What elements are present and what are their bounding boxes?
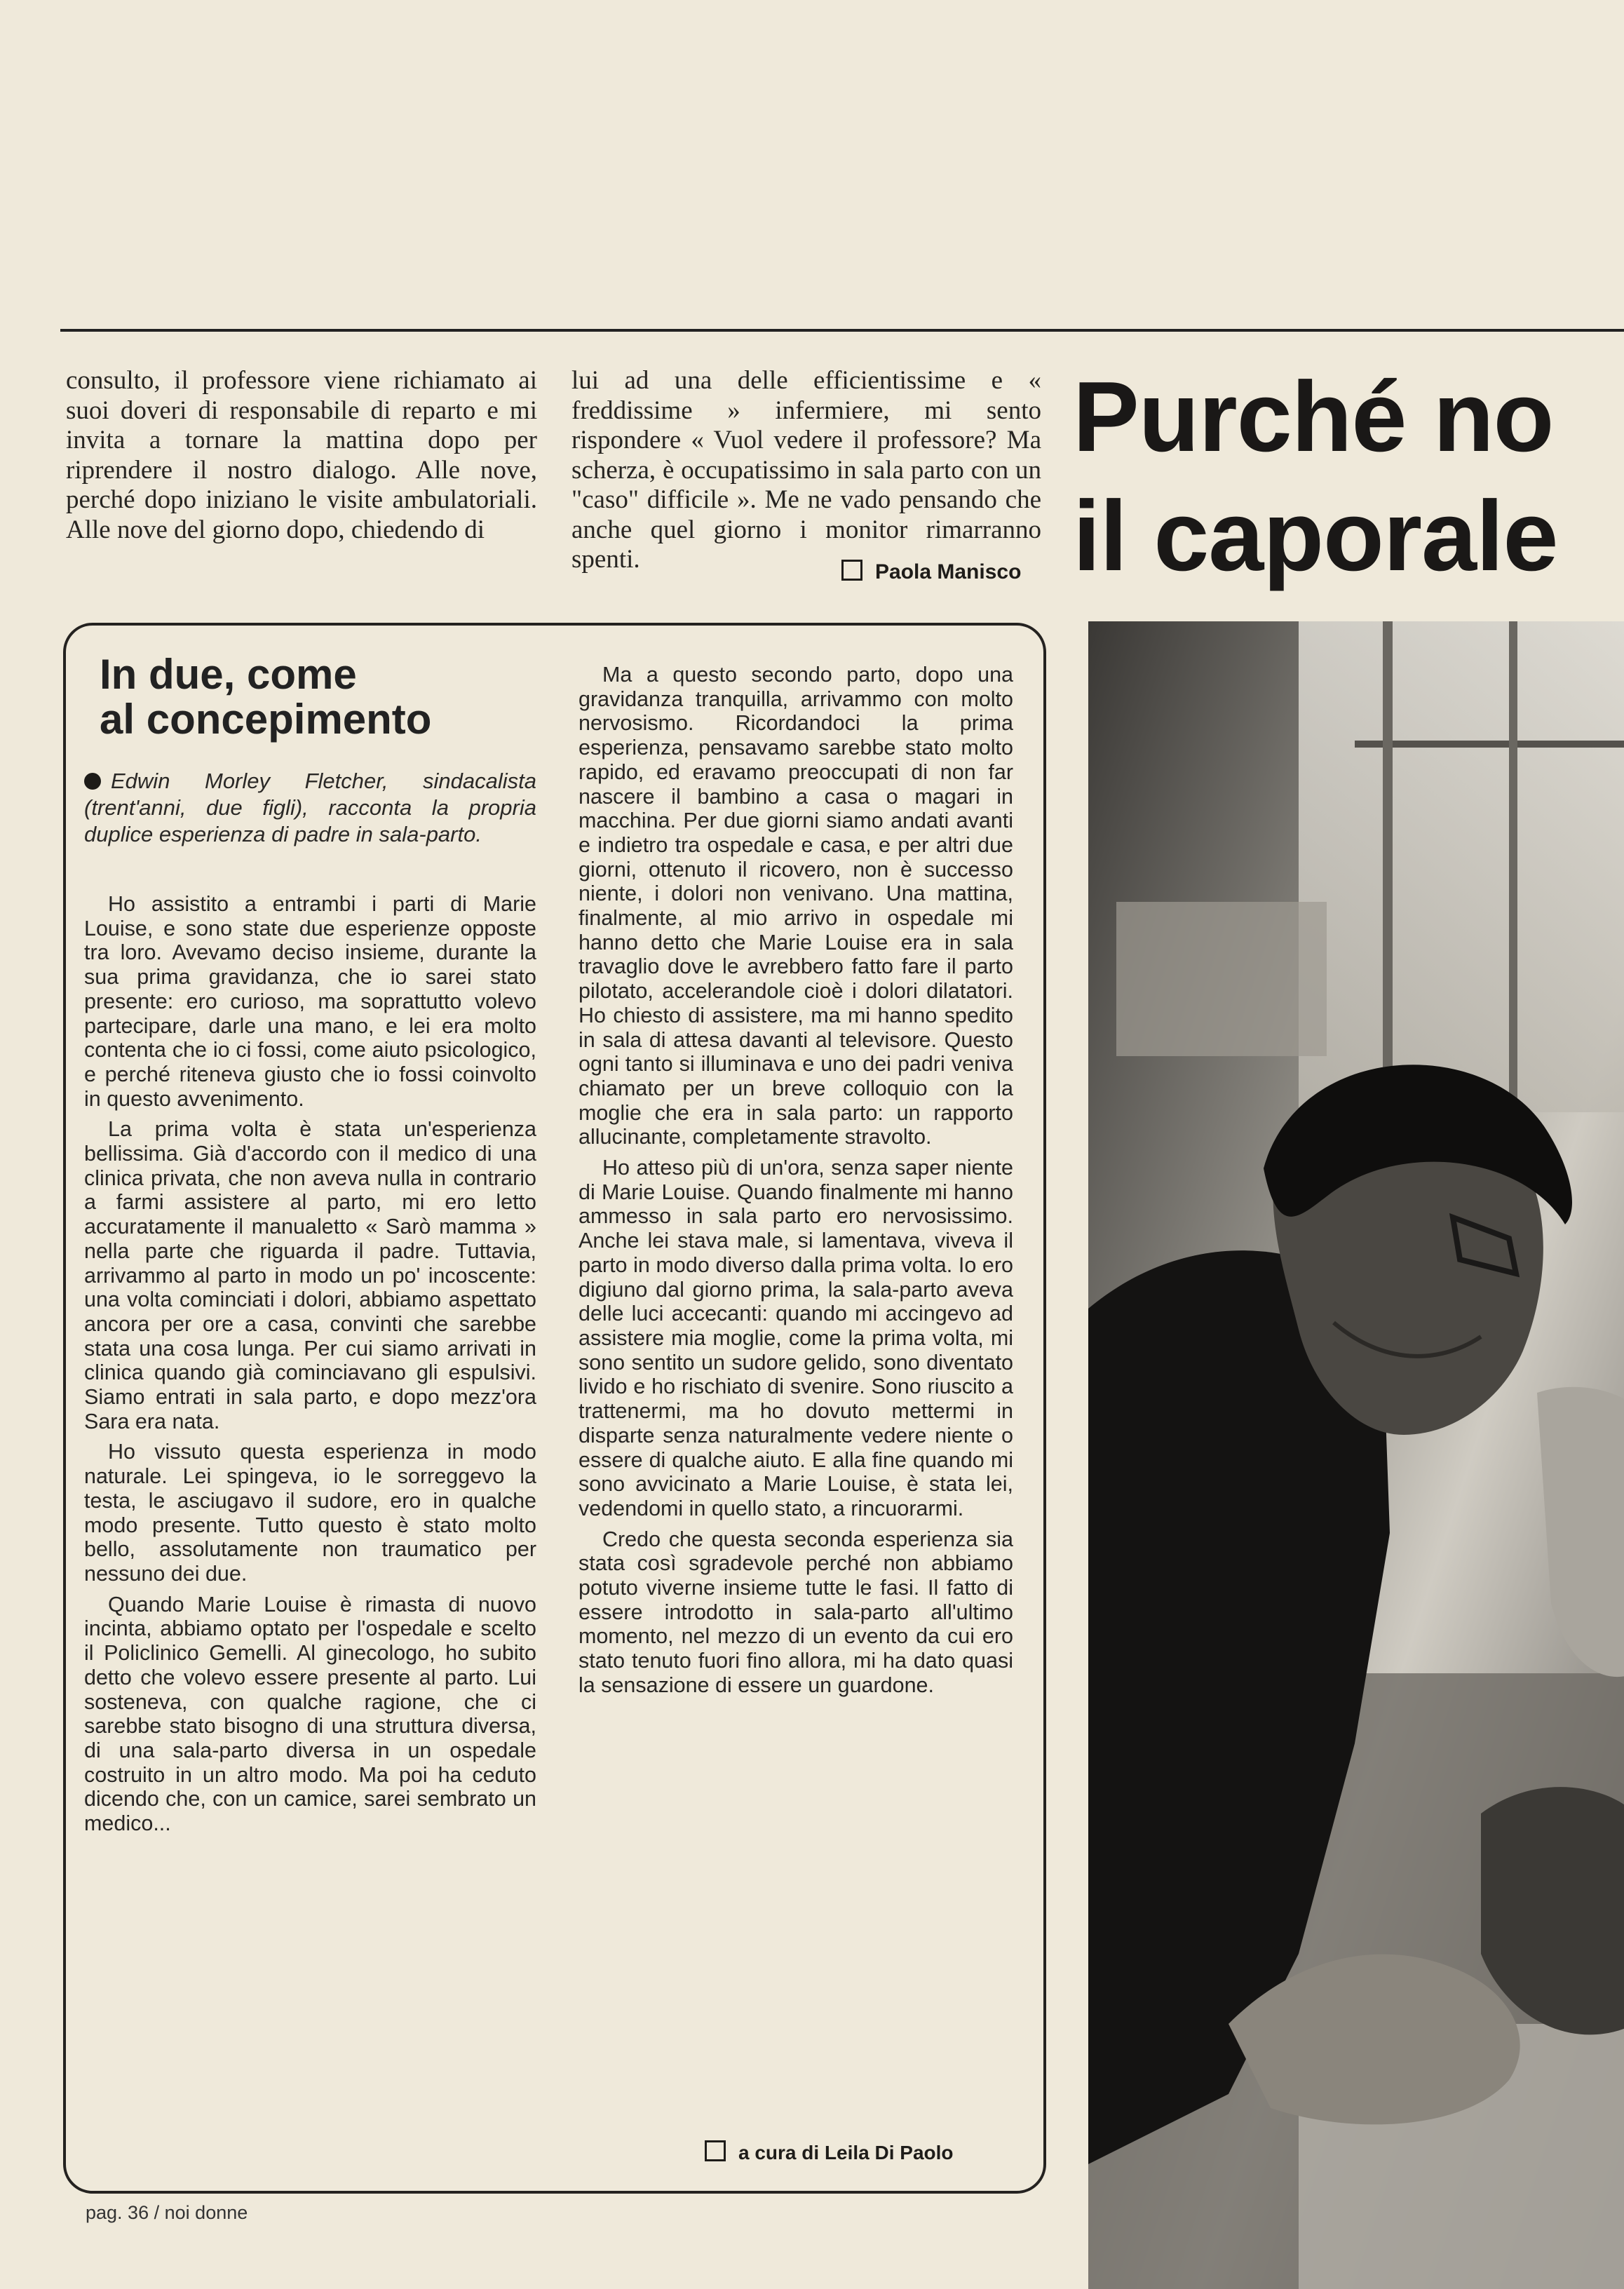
top-rule (60, 329, 1624, 332)
headline (1073, 358, 1624, 596)
page-footer (86, 2202, 248, 2224)
box-intro-text: Edwin Morley Fletcher, sindacalista (trent'anni, due figli), racconta la propria duplice esperienza di padre in sala-parto. (84, 769, 536, 846)
box-author: a cura di Leila Di Paolo (738, 2142, 954, 2163)
box-paragraph: Ho vissuto questa esperienza in modo naturale. Lei spingeva, io le sorreggevo la testa, le asciugavo il sudore, ero in qualche modo presente. Tutto questo è stato molto bello, assolutamente non traumatico per nessuno dei due. (84, 1440, 536, 1586)
box-intro (84, 768, 536, 848)
box-byline (705, 2140, 954, 2164)
top-article-middle-text: lui ad una delle efficientissime e « freddissime » infermiere, mi sento rispondere « Vuol vedere il professore? Ma scherza, è occupatissimo in sala parto con un "caso" difficile ». Me ne vado pensando che anche quel giorno i monitor rimarranno spenti. (571, 366, 1041, 574)
photo-father-in-delivery-room (1088, 621, 1624, 2289)
top-article-left-column (66, 366, 537, 545)
box-paragraph: La prima volta è stata un'esperienza bellissima. Già d'accordo con il medico di una clinica privata, che non aveva nulla in contrario a farmi assistere al parto, mi ero letto accuratamente il manualetto « Sarò mamma » nella parte che riguarda il padre. Tuttavia, arrivammo al parto in modo un po' incoscente: una volta cominciati i dolori, abbiamo aspettato ancora per ore a casa, convinti che sarebbe stata una cosa lunga. Per cui siamo arrivati in clinica quando già cominciavano gli espulsivi. Siamo entrati in sala parto, e dopo mezz'ora Sara era nata. (84, 1117, 536, 1433)
footer-separator: / (154, 2202, 160, 2223)
box-paragraph: Ho atteso più di un'ora, senza saper niente di Marie Louise. Quando finalmente mi hanno ammesso in sala parto ero nervosissimo. Anche lei stava male, si lamentava, viveva il parto in modo diverso dalla prima volta. Io ero digiuno dal giorno prima, la sala-parto aveva delle luci accecanti: quando mi accingevo ad assistere mia moglie, come la prima volta, mi sono sentito un sudore gelido, sono diventato livido e ho rischiato di svenire. Sono riuscito a trattenermi, ma ho dovuto mettermi in disparte senza naturalmente vedere niente o essere di qualche aiuto. E alla fine quando mi sono avvicinato a Marie Louise, è stata lei, vedendomi in quello stato, a rincuorarmi. (578, 1156, 1013, 1520)
top-article-byline (841, 560, 1021, 584)
top-article-left-text: consulto, il professore viene richiamato ai suoi doveri di responsabile di reparto e mi invita a tornare la mattina dopo per riprendere il nostro dialogo. Alle nove, perché dopo iniziano le visite ambulatoriali. Alle nove del giorno dopo, chiedendo di (66, 366, 537, 544)
magazine-name: noi donne (164, 2202, 248, 2223)
box-left-column (84, 892, 536, 1842)
top-article-author: Paola Manisco (875, 560, 1022, 583)
box-paragraph: Quando Marie Louise è rimasta di nuovo incinta, abbiamo optato per l'ospedale e scelto il Policlinico Gemelli. Al ginecologo, ho subito detto che volevo essere presente al parto. Lui sosteneva, con qualche ragione, che ci sarebbe stato bisogno di una struttura diversa, di una sala-parto diversa in un ospedale costruito in un altro modo. Ma poi ha ceduto dicendo che, con un camice, sarei sembrato un medico... (84, 1592, 536, 1836)
box-title-line-1: In due, come (100, 651, 357, 698)
byline-square-icon (705, 2140, 726, 2161)
box-paragraph: Ma a questo secondo parto, dopo una gravidanza tranquilla, arrivammo con molto nervosismo. Ricordandoci la prima esperienza, pensavamo sarebbe stato molto rapido, ed eravamo preoccupati di non far nascere il bambino a casa o magari in macchina. Per due giorni siamo andati avanti e indietro tra ospedale e casa, e per altri due giorni, ottenuto il ricovero, non è successo niente, i dolori non venivano. Una mattina, finalmente, al mio arrivo in ospedale mi hanno detto che Marie Louise era in sala travaglio dove le avrebbero fatto fare il parto pilotato, accelerandole cioè i dolori dilatatori. Ho chiesto di assistere, ma mi hanno spedito in sala di attesa davanti al televisore. Questo ogni tanto si illuminava e uno dei padri veniva chiamato per un breve colloquio con la moglie che era in sala parto: un rapporto allucinante, completamente stravolto. (578, 663, 1013, 1149)
byline-square-icon (841, 560, 862, 581)
top-article-middle-column (571, 366, 1041, 575)
headline-line-1: Purché no (1073, 361, 1554, 473)
box-title (100, 652, 520, 742)
bullet-dot-icon (84, 773, 101, 790)
headline-line-2: il caporale (1073, 480, 1558, 592)
box-title-line-2: al concepimento (100, 696, 432, 743)
photo-illustration (1088, 621, 1624, 2289)
box-paragraph: Ho assistito a entrambi i parti di Marie Louise, e sono state due esperienze opposte tra loro. Avevamo deciso insieme, durante la sua prima gravidanza, che io sarei stato presente: ero curioso, ma soprattutto volevo partecipare, darle una mano, e lei era molto contenta che io ci fossi, come aiuto psicologico, e perché riteneva giusto che io fossi coinvolto in questo avvenimento. (84, 892, 536, 1111)
box-right-column (578, 663, 1013, 1704)
page-number: pag. 36 (86, 2202, 149, 2223)
box-paragraph: Credo che questa seconda esperienza sia stata così sgradevole perché non abbiamo potuto viverne insieme tutte le fasi. Il fatto di essere introdotto in sala-parto all'ultimo momento, nel mezzo di un evento da cui ero stato tenuto fuori fino allora, mi ha dato quasi la sensazione di essere un guardone. (578, 1527, 1013, 1697)
